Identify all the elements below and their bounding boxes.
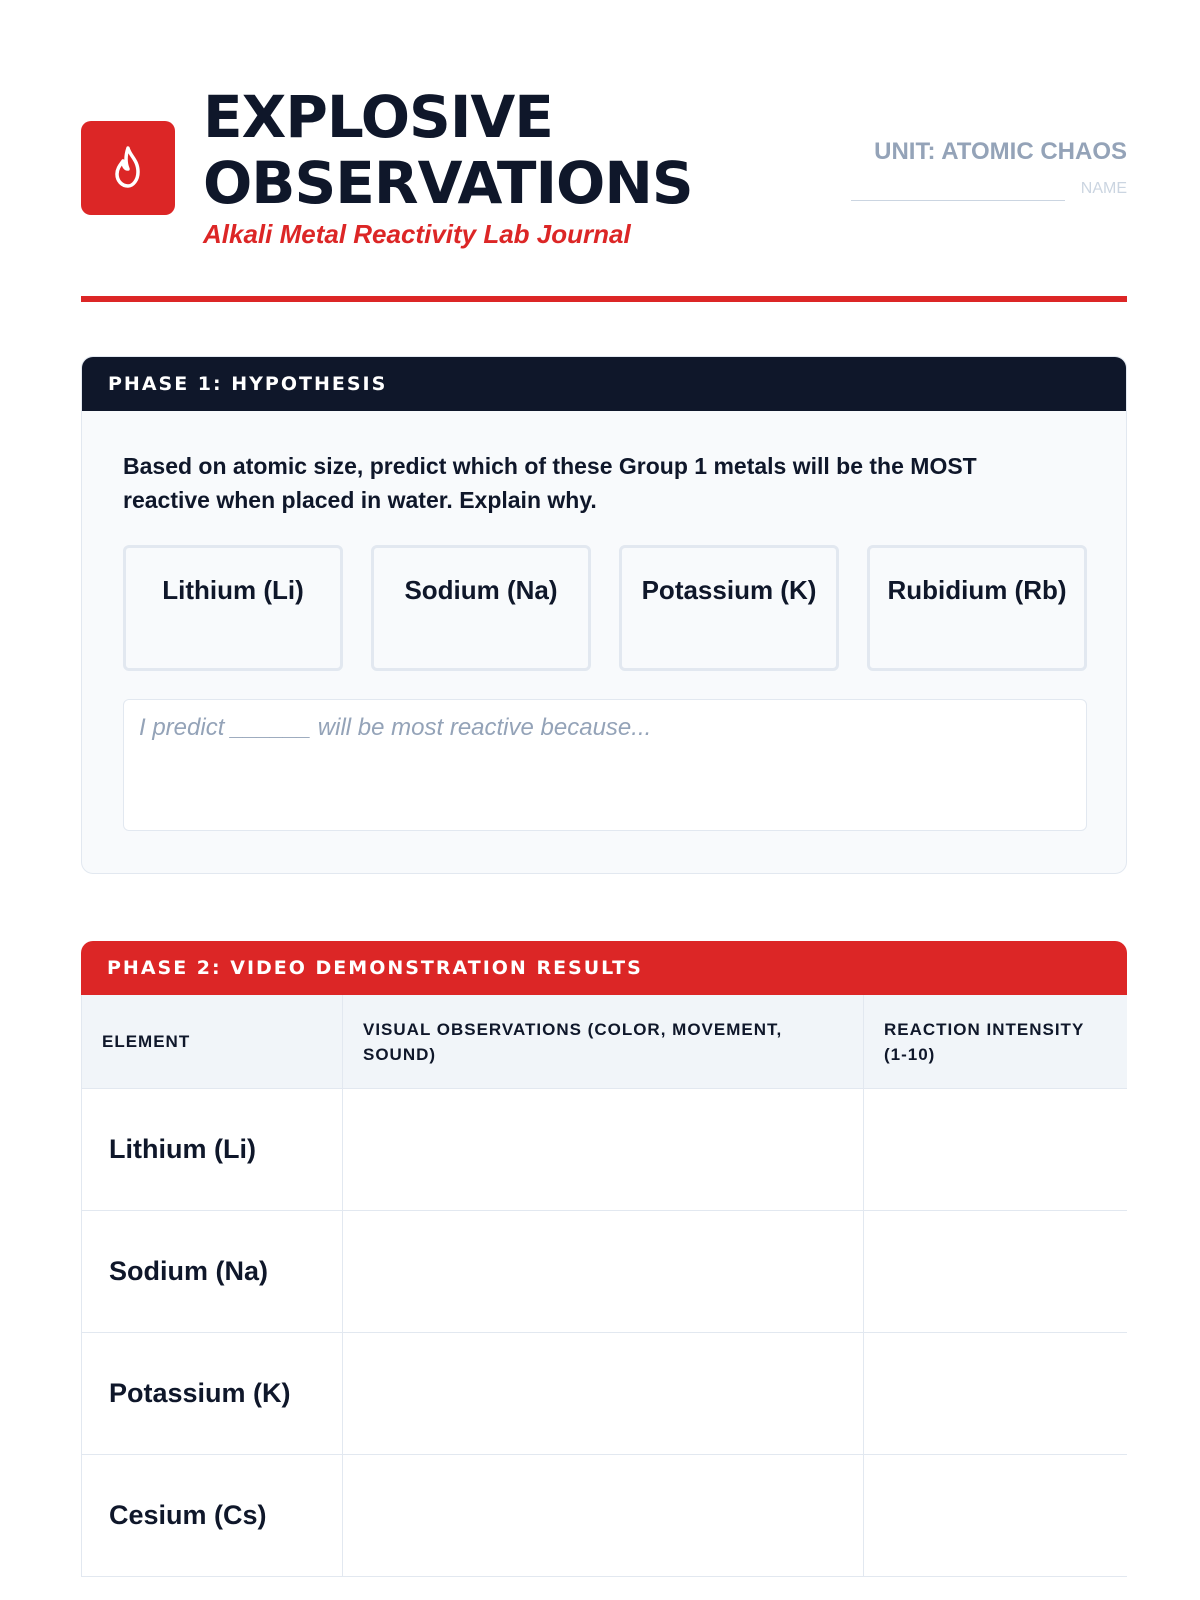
hypothesis-input[interactable] (123, 699, 1087, 831)
observation-cell[interactable] (343, 1211, 864, 1333)
observation-cell[interactable] (343, 1089, 864, 1211)
table-row (82, 1089, 1128, 1211)
observation-cell[interactable] (343, 1455, 864, 1577)
phase1-heading: PHASE 1: HYPOTHESIS (82, 357, 1126, 411)
flame-icon (108, 144, 148, 192)
worksheet (81, 0, 1127, 1530)
column-header-observations: VISUAL OBSERVATIONS (COLOR, MOVEMENT, SOUND) (343, 995, 864, 1089)
element-cell: Sodium (Na) (82, 1211, 343, 1333)
unit-label: UNIT: ATOMIC CHAOS (874, 138, 1127, 165)
intensity-cell[interactable] (864, 1333, 1128, 1455)
column-header-element: ELEMENT (82, 995, 343, 1089)
intensity-cell[interactable] (864, 1089, 1128, 1211)
intensity-cell[interactable] (864, 1455, 1128, 1577)
table-row (82, 1211, 1128, 1333)
phase2-card (81, 941, 1127, 1577)
element-cell: Lithium (Li) (82, 1089, 343, 1211)
name-label: NAME (1080, 180, 1127, 197)
divider (81, 296, 1127, 302)
table-row (82, 1333, 1128, 1455)
choice-group (123, 545, 1087, 671)
name-field[interactable] (851, 200, 1065, 201)
choice-rubidium[interactable]: Rubidium (Rb) (867, 545, 1087, 671)
choice-potassium[interactable]: Potassium (K) (619, 545, 839, 671)
intensity-cell[interactable] (864, 1211, 1128, 1333)
results-table (81, 995, 1127, 1577)
table-row (82, 1455, 1128, 1577)
phase2-heading: PHASE 2: VIDEO DEMONSTRATION RESULTS (81, 941, 1127, 995)
element-cell: Cesium (Cs) (82, 1455, 343, 1577)
choice-lithium[interactable]: Lithium (Li) (123, 545, 343, 671)
phase1-card (81, 356, 1127, 874)
title-line-2: OBSERVATIONS (203, 149, 693, 217)
element-cell: Potassium (K) (82, 1333, 343, 1455)
observation-cell[interactable] (343, 1333, 864, 1455)
phase1-prompt: Based on atomic size, predict which of these Group 1 metals will be the MOST reactive when placed in water. Explain why. (123, 453, 977, 513)
subtitle: Alkali Metal Reactivity Lab Journal (203, 219, 631, 249)
choice-sodium[interactable]: Sodium (Na) (371, 545, 591, 671)
logo-badge (81, 121, 175, 215)
title-line-1: EXPLOSIVE (203, 83, 553, 151)
table-header-row (82, 995, 1128, 1089)
page-title (203, 84, 693, 216)
column-header-intensity: REACTION INTENSITY (1-10) (864, 995, 1128, 1089)
header (81, 0, 1127, 300)
